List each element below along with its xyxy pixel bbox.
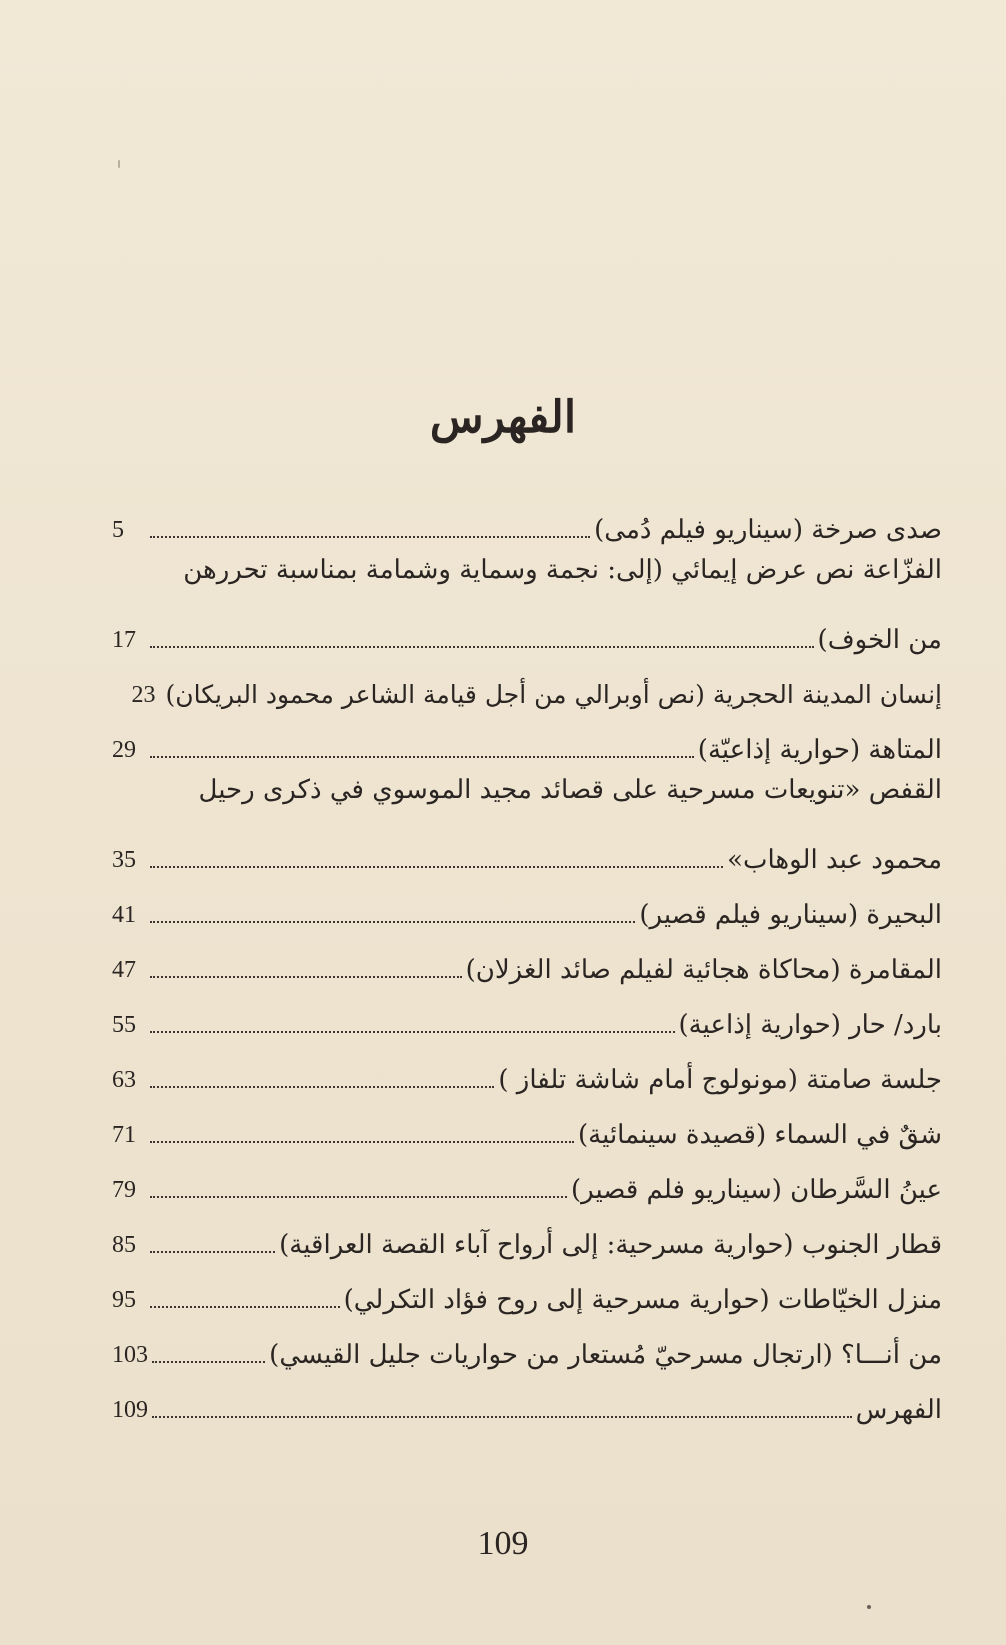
toc-entry-title: شقٌ في السماء (قصيدة سينمائية)	[578, 1120, 942, 1150]
toc-entry-title: عينُ السَّرطان (سيناريو فلم قصير)	[570, 1175, 942, 1205]
toc-entry-title-line1: الفزّاعة نص عرض إيمائي (إلى: نجمة وسماية وشمامة بمناسبة تحررهن	[183, 555, 942, 585]
toc-entry-title: الفهرس	[855, 1395, 942, 1425]
table-of-contents	[112, 495, 942, 1430]
toc-entry-page: 109	[112, 1397, 148, 1423]
toc-entry-page: 17	[112, 627, 136, 653]
page-number: 109	[477, 1525, 529, 1562]
leader-dots	[150, 1250, 275, 1253]
toc-entry-page: 85	[112, 1232, 136, 1258]
leader-dots	[150, 755, 694, 758]
toc-entry-page: 55	[112, 1012, 136, 1038]
toc-entry	[112, 1045, 942, 1100]
toc-entry-title: البحيرة (سيناريو فيلم قصير)	[639, 900, 942, 930]
leader-dots	[150, 1085, 494, 1088]
leader-dots	[150, 865, 723, 868]
toc-entry	[112, 880, 942, 935]
toc-entry-title: المقامرة (محاكاة هجائية لفيلم صائد الغزلان)	[465, 955, 942, 985]
leader-dots	[150, 1195, 567, 1198]
toc-entry-title: بارد/ حار (حوارية إذاعية)	[678, 1010, 942, 1040]
page-title: الفهرس	[429, 392, 577, 443]
toc-entry-page: 79	[112, 1177, 136, 1203]
toc-entry	[112, 660, 942, 715]
leader-dots	[150, 920, 635, 923]
leader-dots	[152, 1360, 265, 1363]
leader-dots	[150, 535, 590, 538]
toc-entry-title: المتاهة (حوارية إذاعيّة)	[697, 735, 942, 765]
toc-entry	[112, 990, 942, 1045]
toc-entry-page: 63	[112, 1067, 136, 1093]
toc-entry-title: من أنـــا؟ (ارتجال مسرحيّ مُستعار من حواريات جليل القيسي)	[269, 1340, 942, 1370]
toc-entry-page: 35	[112, 847, 136, 873]
leader-dots	[152, 1415, 852, 1418]
toc-entry	[112, 715, 942, 770]
leader-dots	[150, 1305, 340, 1308]
toc-entry-title: منزل الخيّاطات (حوارية مسرحية إلى روح فؤاد التكرلي)	[343, 1285, 942, 1315]
toc-entry-page: 47	[112, 957, 136, 983]
leader-dots	[150, 975, 462, 978]
toc-entry-title-line1: القفص «تنويعات مسرحية على قصائد مجيد الموسوي في ذكرى رحيل	[198, 775, 942, 805]
toc-entry	[112, 495, 942, 550]
toc-entry-line1	[112, 550, 942, 605]
toc-entry-page: 29	[112, 737, 136, 763]
toc-entry-page: 5	[112, 517, 124, 543]
leader-dots	[150, 645, 814, 648]
toc-entry-title-line2: محمود عبد الوهاب»	[727, 845, 942, 875]
toc-entry-title: صدى صرخة (سيناريو فيلم دُمى)	[594, 515, 942, 545]
toc-entry-title-line2: من الخوف)	[817, 625, 942, 655]
toc-entry-title: جلسة صامتة (مونولوج أمام شاشة تلفاز )	[498, 1065, 942, 1095]
toc-entry-title: إنسان المدينة الحجرية (نص أوبرالي من أجل قيامة الشاعر محمود البريكان)	[165, 680, 942, 709]
toc-entry	[112, 935, 942, 990]
toc-entry	[112, 1320, 942, 1375]
toc-entry	[112, 1265, 942, 1320]
toc-entry	[112, 1155, 942, 1210]
toc-entry-page: 41	[112, 902, 136, 928]
toc-entry-page: 95	[112, 1287, 136, 1313]
toc-entry	[112, 1375, 942, 1430]
toc-entry	[112, 1100, 942, 1155]
toc-entry-title: قطار الجنوب (حوارية مسرحية: إلى أرواح آباء القصة العراقية)	[279, 1230, 942, 1260]
paper-mark	[118, 160, 120, 168]
paper-speck	[867, 1605, 871, 1609]
leader-dots	[150, 1140, 574, 1143]
leader-dots	[150, 1030, 675, 1033]
toc-entry	[112, 605, 942, 660]
toc-entry-page: 103	[112, 1342, 148, 1368]
toc-entry-line1	[112, 770, 942, 825]
toc-entry-page: 71	[112, 1122, 136, 1148]
toc-entry	[112, 1210, 942, 1265]
toc-entry-page: 23	[131, 682, 156, 708]
toc-entry	[112, 825, 942, 880]
